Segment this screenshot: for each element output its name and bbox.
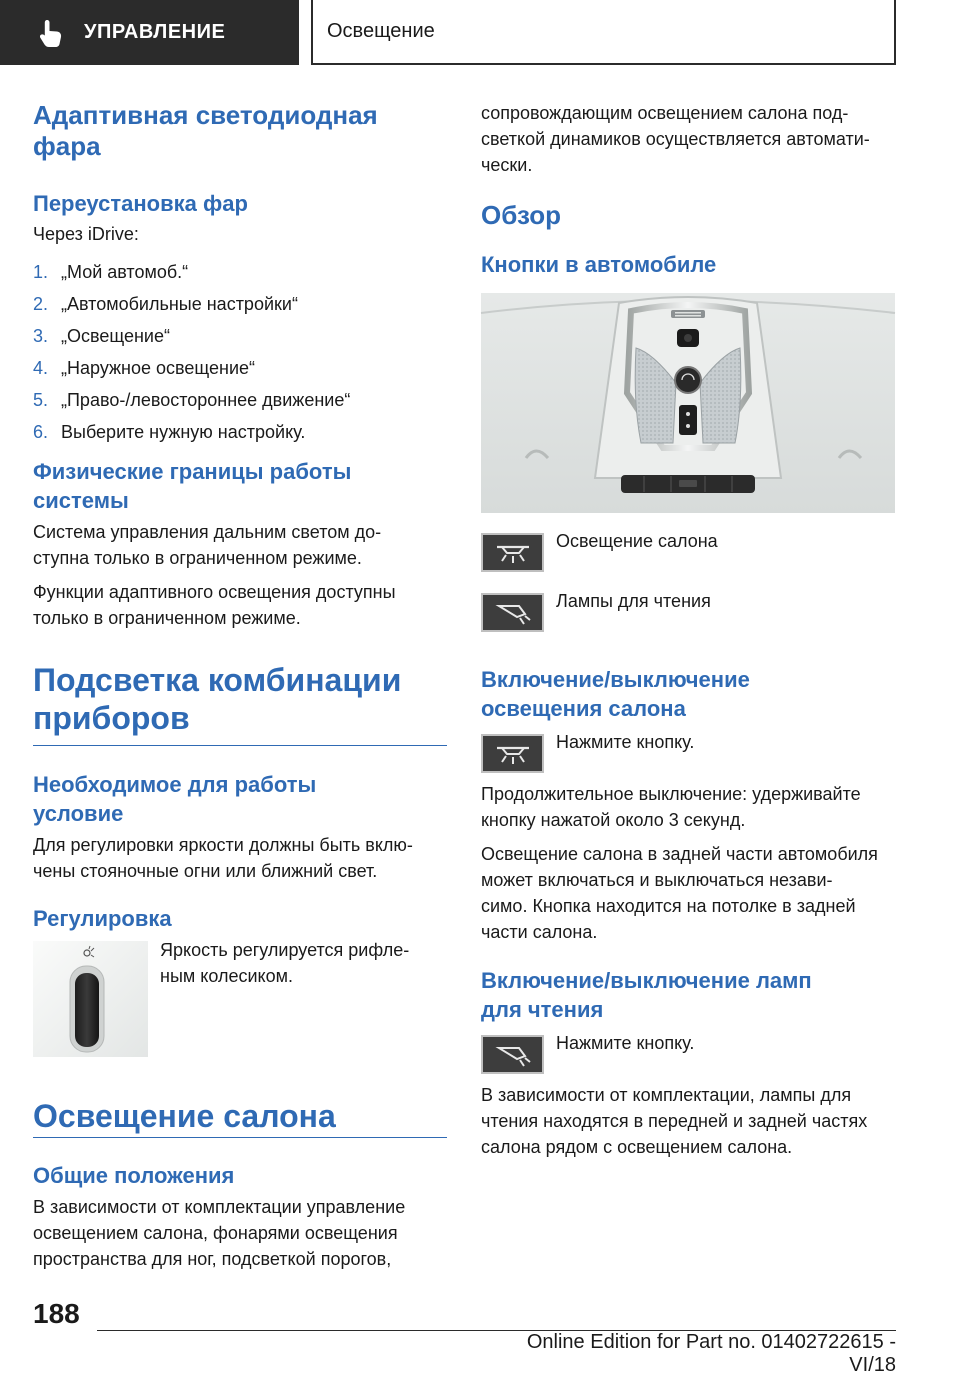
adjust-row — [33, 941, 447, 1057]
hand-icon — [38, 18, 66, 48]
continuation-paragraph: сопровождающим освещением салона под- светкой динамиков осуществляется автомати- чески. — [481, 103, 870, 175]
press-instruction: Нажмите кнопку. — [556, 732, 695, 752]
adjust-heading: Регулировка — [33, 906, 172, 931]
reading-onoff-heading: Включение/выключение ламп для чтения — [481, 968, 812, 1022]
buttons-heading: Кнопки в автомобиле — [481, 252, 717, 277]
legend-label: Освещение салона — [556, 531, 718, 551]
legend-label: Лампы для чтения — [556, 591, 711, 611]
rear-lighting-paragraph: Освещение салона в задней части автомобиля может включаться и выключаться незави- симо. Кнопка находится на потолке в задней части салона. — [481, 844, 878, 942]
press-row-interior — [481, 734, 895, 773]
reset-heading: Переустановка фар — [33, 191, 248, 216]
list-item: 6. Выберите нужную настройку. — [33, 422, 306, 442]
reading-light-button-icon — [481, 593, 544, 632]
interior-light-button-icon — [481, 533, 544, 572]
long-off-paragraph: Продолжительное выключение: удерживайте кнопку нажатой около 3 секунд. — [481, 784, 861, 830]
press-row-reading — [481, 1035, 895, 1074]
overview-heading: Обзор — [481, 200, 561, 230]
interior-onoff-heading: Включение/выключение освещения салона — [481, 667, 750, 721]
general-paragraph: В зависимости от комплектации управление освещением салона, фонарями освещения пространства для ног, подсветкой порогов, — [33, 1197, 406, 1269]
requirement-heading: Необходимое для работы условие — [33, 772, 317, 826]
reading-lamps-paragraph: В зависимости от комплектации, лампы для чтения находятся в передней и задней частях салона рядом с освещением салона. — [481, 1085, 868, 1157]
legend-interior-light — [481, 533, 895, 572]
limits-paragraph-1: Система управления дальним светом до- ступна только в ограниченном режиме. — [33, 522, 382, 568]
alh-heading: Адаптивная светодиодная фара — [33, 100, 378, 161]
limits-heading: Физические границы работы системы — [33, 459, 352, 513]
reading-light-button-icon — [481, 1035, 544, 1074]
interior-light-button-icon — [481, 734, 544, 773]
list-item: 5. „Право-/левостороннее движение“ — [33, 390, 351, 410]
legend-reading-light — [481, 593, 895, 632]
dimmer-wheel-image — [33, 941, 148, 1057]
chapter-title: Освещение — [327, 20, 435, 42]
via-idrive-text: Через iDrive: — [33, 224, 139, 244]
limits-paragraph-2: Функции адаптивного освещения доступны только в ограниченном режиме. — [33, 582, 396, 628]
roof-console-image — [481, 293, 895, 513]
list-item: 2. „Автомобильные настройки“ — [33, 294, 298, 314]
left-column — [33, 100, 447, 1272]
right-column — [481, 100, 895, 1160]
list-item: 1. „Мой автомоб.“ — [33, 262, 189, 282]
steps-list — [33, 262, 447, 443]
list-item: 4. „Наружное освещение“ — [33, 358, 256, 378]
adjust-paragraph: Яркость регулируется рифле- ным колесиком. — [160, 940, 410, 986]
requirement-paragraph: Для регулировки яркости должны быть вклю- чены стояночные огни или ближний свет. — [33, 835, 413, 881]
list-item: 3. „Освещение“ — [33, 326, 170, 346]
edition-note: Online Edition for Part no. 01402722615 - VI/18 — [526, 1331, 896, 1376]
press-instruction: Нажмите кнопку. — [556, 1033, 695, 1053]
general-heading: Общие положения — [33, 1163, 235, 1188]
instrument-lighting-heading: Подсветка комбинации приборов — [33, 661, 447, 746]
section-tab — [0, 0, 299, 65]
page-number: 188 — [33, 1298, 80, 1329]
interior-lighting-heading: Освещение салона — [33, 1097, 447, 1138]
chapter-tab — [311, 0, 896, 65]
section-title: УПРАВЛЕНИЕ — [84, 21, 226, 43]
